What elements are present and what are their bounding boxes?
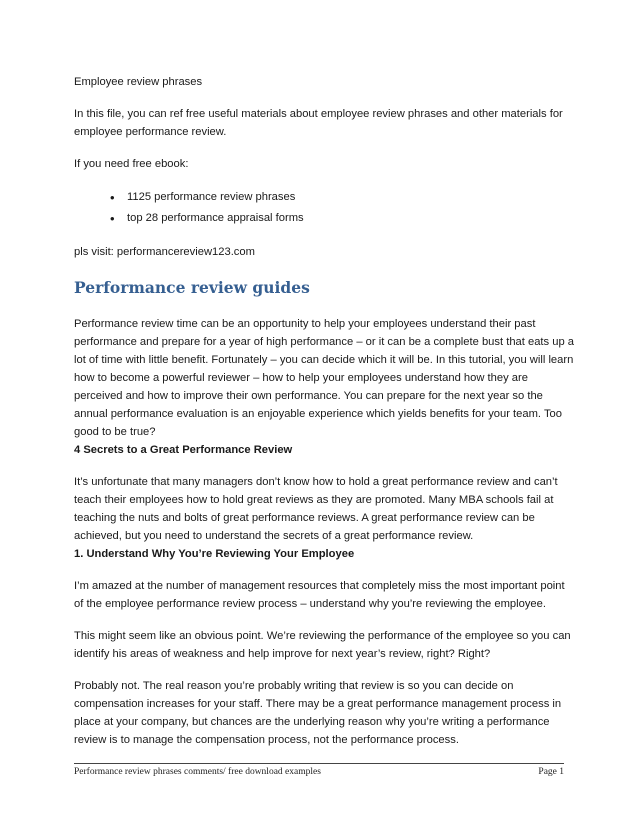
section-heading: Performance review guides (74, 278, 310, 297)
subheading-understand-why: 1. Understand Why You’re Reviewing Your Employee (74, 548, 355, 560)
page-number: Page 1 (538, 767, 564, 777)
page-footer (74, 763, 564, 777)
subheading-secrets: 4 Secrets to a Great Performance Review (74, 444, 293, 456)
paragraph-intro-guides: Performance review time can be an opportunity to help your employees understand their past performance and prepare for a year of high performance – or it can be a complete bust that eats up a lot of time with little benefit. Fortunately – you can decide which it will be. In this tutorial, you will learn how to become a powerful reviewer – how to help your employees understand how they are perceived and how to improve their own performance. You can prepare for the next year so the annual performance evaluation is an enjoyable experience which yields benefits for your team. Too good to be true? (74, 318, 575, 438)
ebook-list-item: • top 28 performance appraisal forms (110, 208, 574, 229)
ebook-list-item: • 1125 performance review phrases (110, 187, 574, 208)
ebook-list (74, 187, 574, 229)
paragraph-obvious-point: This might seem like an obvious point. We’re reviewing the performance of the employee so you can identify his areas of weakness and help improve for next year’s review, right? Right? (74, 630, 571, 660)
visit-line: pls visit: performancereview123.com (74, 246, 255, 258)
document-title-line: Employee review phrases (74, 76, 203, 88)
document-body (74, 73, 574, 763)
intro-paragraph: In this file, you can ref free useful materials about employee review phrases and other materials for employee performance review. (74, 108, 563, 138)
ebook-prompt: If you need free ebook: (74, 158, 189, 170)
paragraph-amazed: I’m amazed at the number of management resources that completely miss the most important point of the employee performance review process – understand why you’re reviewing the employee. (74, 580, 565, 610)
paragraph-unfortunate: It’s unfortunate that many managers don’t know how to hold a great performance review and can’t teach their employees how to hold great reviews as they are promoted. Many MBA schools fail at teaching the nuts and bolts of great performance reviews. A great performance review can be achieved, but you need to understand the secrets of a great performance review. (74, 476, 558, 542)
paragraph-probably-not: Probably not. The real reason you’re probably writing that review is so you can decide on compensation increases for your staff. There may be a great performance management process in place at your company, but chances are the underlying reason why you’re writing a performance review is to manage the compensation process, not the performance process. (74, 680, 562, 746)
footer-title: Performance review phrases comments/ free download examples (74, 767, 321, 777)
